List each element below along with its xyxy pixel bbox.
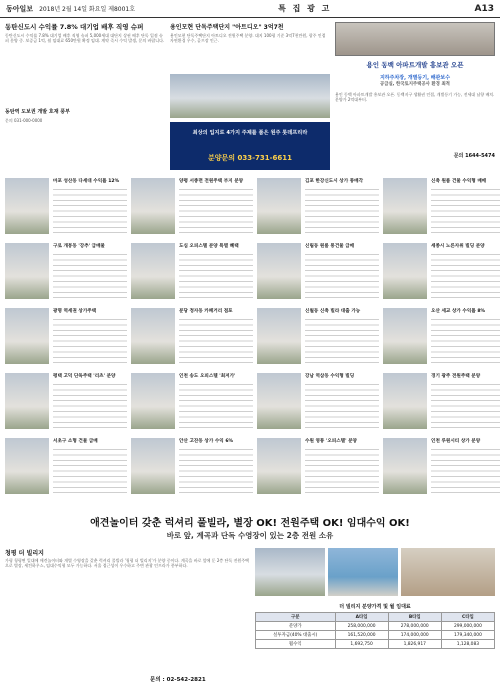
price-table-header-cell: 구분: [256, 613, 336, 622]
article-phone: 문의 : 02-542-2821: [150, 677, 206, 683]
listing-item: [131, 438, 253, 499]
listing-photo: [131, 243, 175, 299]
listing-text: [179, 381, 253, 431]
col2-ad-phone: 분양문의 033-731-6611: [207, 154, 292, 162]
listing-title: 인천 루원시티 상가 분양: [431, 439, 481, 444]
table-cell: 179,340,000: [441, 631, 494, 640]
listing-title: 안산 고잔동 상가 수익 6%: [179, 439, 234, 444]
col2-body: 용인모현 단독주택단지 아트디오 전원주택 분양. 대지 100평 기준 3억7천만원, 광주 인접 자연환경 우수, 골프장 인근.: [170, 33, 326, 44]
table-cell: 258,000,000: [335, 622, 388, 631]
listing-photo: [383, 178, 427, 234]
listing-item: [257, 243, 379, 304]
listing-photo: [257, 438, 301, 494]
table-cell: 278,000,000: [388, 622, 441, 631]
listing-photo: [131, 373, 175, 429]
article-title: 청평 더 빌리지: [5, 550, 44, 557]
housing-photo: [170, 74, 330, 118]
listing-item: [131, 178, 253, 239]
listing-title: 마포 성산동 다세대 수익률 12%: [53, 179, 120, 184]
listing-text: [431, 186, 500, 236]
masthead: [0, 0, 500, 18]
listing-photo: [5, 438, 49, 494]
listing-text: [305, 251, 379, 301]
villa-photo-interior: [401, 548, 495, 596]
col1-subhead: 동탄역 도보권 개발 호재 풍부: [5, 109, 70, 115]
listing-item: [5, 438, 127, 499]
listing-title: 광명 역세권 상가주택: [53, 309, 97, 314]
table-cell: 분양가: [256, 622, 336, 631]
listing-title: 신축 원룸 건물 수익형 매매: [431, 179, 487, 184]
listing-photo: [5, 178, 49, 234]
listing-title: 수원 영통 '오피스텔' 분양: [305, 439, 357, 444]
price-table-header-cell: B타입: [388, 613, 441, 622]
listing-item: [131, 373, 253, 434]
listing-title: 양평 서종면 전원주택 부지 분양: [179, 179, 244, 184]
price-table: [255, 612, 495, 649]
col3-contact: 문의 1644-5474: [453, 153, 495, 159]
col3-body: 용인 동백 아파트개발 흥보관 오픈. 동백지구 생활권 인접, 개별등기 가능, 전세대 남향 배치. 분양가 2억대부터.: [335, 92, 495, 103]
listing-item: [383, 308, 500, 369]
col1-contact: 문의 031-000-0000: [5, 118, 43, 123]
table-row: [256, 622, 495, 631]
listing-item: [257, 178, 379, 239]
listing-text: [305, 381, 379, 431]
listing-photo: [131, 178, 175, 234]
listing-photo: [5, 373, 49, 429]
listing-title: 분당 정자동 카페거리 점포: [179, 309, 233, 314]
listing-title: 평택 고덕 단독주택 '리츠' 분양: [53, 374, 116, 379]
listing-title: 강남 역삼동 수익형 빌딩: [305, 374, 355, 379]
listing-title: 도심 오피스텔 분양 특별 혜택: [179, 244, 239, 249]
page-number: A13: [474, 3, 494, 14]
listing-item: [257, 373, 379, 434]
listing-photo: [131, 438, 175, 494]
table-cell: 1,826,917: [388, 640, 441, 649]
col2-ad-title: 최상의 입지로 4가지 주제를 품은 원주 롯데프리라: [192, 130, 308, 136]
listing-text: [179, 316, 253, 366]
listing-text: [431, 316, 500, 366]
col2-headline: 용인모현 단독주택단지 "아트디오" 3억7천: [170, 24, 284, 31]
price-table-header-cell: A타입: [335, 613, 388, 622]
bottom-banner: 애견놀이터 갖춘 럭셔리 풀빌라, 별장 OK! 전원주택 OK! 임대수익 OK!: [90, 518, 410, 529]
listing-text: [53, 446, 127, 496]
listing-item: [5, 243, 127, 304]
col1-body: 동탄신도시 수익률 7.8% 대기업 배후 직영 슈퍼 5,000세대 대단지 상권 배후 단독 입점 슈퍼 분양 중. 보증금 1억, 월 임대료 650만원 확정 임대. 계약 즉시 수익 발생, 문의 바랍니다.: [5, 33, 165, 44]
listing-item: [257, 438, 379, 499]
listing-title: 구로 개봉동 '강추' 급매물: [53, 244, 105, 249]
price-table-body: [256, 622, 495, 649]
table-cell: 174,000,000: [388, 631, 441, 640]
article-body: 가평 청평면 일대에 애견놀이터와 개별 수영장을 갖춘 럭셔리 풀빌라 '청평 더 빌리지'가 분양 중이다. 계곡을 바로 앞에 둔 2층 단독 전원주택으로 별장, 세컨하우스, 임대수익형 모두 가능하다. 서울 접근성이 우수하고 주변 관광 인프라가 풍부하다.: [5, 558, 249, 569]
listing-text: [305, 446, 379, 496]
listing-title: 서초구 소형 건물 급매: [53, 439, 98, 444]
price-table-header: [256, 613, 495, 622]
listing-photo: [131, 308, 175, 364]
listing-text: [431, 251, 500, 301]
listing-photo: [383, 373, 427, 429]
table-cell: 299,000,000: [441, 622, 494, 631]
listing-item: [131, 243, 253, 304]
listing-item: [383, 243, 500, 304]
listing-text: [53, 381, 127, 431]
listing-title: 오산 세교 상가 수익률 8%: [431, 309, 486, 314]
listing-title: 인천 송도 오피스텔 '최저가': [179, 374, 236, 379]
listing-photo: [257, 178, 301, 234]
listing-photo: [257, 308, 301, 364]
listing-photo: [5, 243, 49, 299]
table-cell: 1,128,083: [441, 640, 494, 649]
listing-item: [383, 178, 500, 239]
issue-date: 2018년 2월 14일 화요일 제8001호: [39, 6, 136, 13]
listing-title: 김포 한강신도시 상가 통매각: [305, 179, 364, 184]
listing-title: 경기 광주 전원주택 분양: [431, 374, 481, 379]
listing-text: [305, 186, 379, 236]
col3-headline: 용인 동백 아파트개발 흥보관 오픈: [366, 61, 464, 69]
listing-photo: [257, 373, 301, 429]
price-table-title: 더 빌리지 분양가격 및 월 임대료: [339, 604, 411, 610]
listing-text: [53, 251, 127, 301]
listing-photo: [383, 243, 427, 299]
listing-item: [383, 373, 500, 434]
listing-text: [179, 251, 253, 301]
listing-text: [431, 446, 500, 496]
listing-title: 세종시 노른자위 빌딩 분양: [431, 244, 485, 249]
col3-ad-line2: 공급실, 한국토지주택공사 환경 최적: [380, 82, 450, 87]
table-row: [256, 631, 495, 640]
listing-item: [5, 308, 127, 369]
listing-item: [383, 438, 500, 499]
listing-title: 신림동 원룸 통건물 급매: [305, 244, 355, 249]
table-cell: 실투자금(40% 대출시): [256, 631, 336, 640]
col1-headline: 동탄신도시 수익률 7.8% 대기업 배후 직영 슈퍼: [5, 23, 144, 31]
listing-item: [131, 308, 253, 369]
villa-photo-exterior: [255, 548, 325, 596]
bottom-subbanner: 바로 앞, 계곡과 단독 수영장이 있는 2층 전원 소유: [166, 531, 334, 540]
price-table-header-cell: C타입: [441, 613, 494, 622]
listing-text: [305, 316, 379, 366]
table-row: [256, 640, 495, 649]
listing-title: 신월동 신축 빌라 대출 가능: [305, 309, 361, 314]
listing-text: [179, 186, 253, 236]
table-cell: 161,520,000: [335, 631, 388, 640]
col2-ad-box: [170, 122, 330, 170]
listing-photo: [257, 243, 301, 299]
building-photo: [335, 22, 495, 56]
villa-photo-pool: [328, 548, 398, 596]
listing-photo: [383, 308, 427, 364]
publication-name: 동아일보: [6, 4, 34, 13]
listing-text: [53, 186, 127, 236]
col3-ad-line1: 지하주차장, 개별등기, 배관보수: [379, 75, 451, 81]
listing-photo: [5, 308, 49, 364]
listing-text: [431, 381, 500, 431]
table-cell: 1,692,750: [335, 640, 388, 649]
listing-item: [5, 373, 127, 434]
listing-text: [53, 316, 127, 366]
listing-item: [257, 308, 379, 369]
listing-photo: [383, 438, 427, 494]
section-title: 특 집 광 고: [278, 4, 332, 13]
listing-item: [5, 178, 127, 239]
listing-text: [179, 446, 253, 496]
table-cell: 월수익: [256, 640, 336, 649]
